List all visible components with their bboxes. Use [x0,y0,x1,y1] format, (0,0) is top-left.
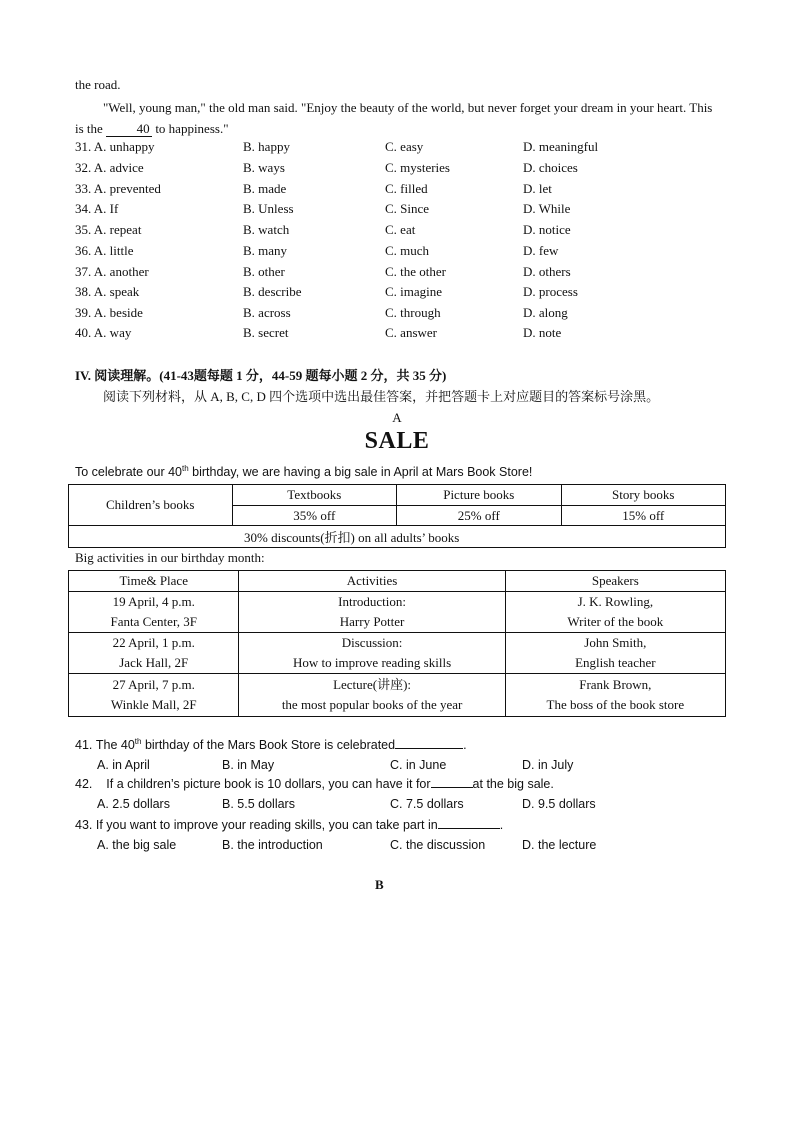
activities-table [68,570,726,717]
cloze-q39-b: B. across [243,305,291,320]
cloze-q36-d: D. few [523,243,559,258]
passage-label-a: A [392,410,402,425]
q41-option-a[interactable]: A. in April [97,758,150,772]
q43-option-c[interactable]: C. the discussion [390,838,486,852]
cloze-q33-c: C. filled [385,181,428,196]
cloze-q40-c: C. answer [385,325,437,340]
cloze-q31: 31. A. unhappy [75,139,155,154]
cloze-q40-b: B. secret [243,325,289,340]
cloze-q34-b: B. Unless [243,201,294,216]
cloze-q33: 33. A. prevented [75,181,161,196]
cloze-q31-c: C. easy [385,139,424,154]
cloze-q32-b: B. ways [243,160,285,175]
cloze-quote-paragraph [75,97,720,139]
question-41-stem: 41. The 40th birthday of the Mars Book Store is celebrated . [75,737,467,753]
cloze-q40-d: D. note [523,325,562,340]
cloze-q37-b: B. other [243,264,285,279]
cloze-q35: 35. A. repeat [75,222,142,237]
cloze-q31-d: D. meaningful [523,139,599,154]
section-heading: IV. 阅读理解。(41-43题每题 1 分，44-59 题每小题 2 分，共 35 分) [75,368,447,383]
cloze-q39-c: C. through [385,305,441,320]
value-textbooks: 35% off [232,506,397,526]
table-row [69,633,726,674]
cloze-q40: 40. A. way [75,325,132,340]
table-row [69,592,726,633]
cloze-q39: 39. A. beside [75,305,143,320]
q41-option-c[interactable]: C. in June [390,758,447,772]
row1-speaker: J. K. Rowling, Writer of the book [505,592,725,633]
row1-time-place: 19 April, 4 p.m. Fanta Center, 3F [69,592,239,633]
cloze-q32-d: D. choices [523,160,578,175]
cloze-q35-d: D. notice [523,222,571,237]
table-row [69,674,726,717]
sale-intro: To celebrate our 40th birthday, we are having a big sale in April at Mars Book Store! [75,464,533,480]
cloze-blank-40: 40 [106,122,152,137]
cloze-q34-c: C. Since [385,201,430,216]
activities-caption: Big activities in our birthday month: [75,550,265,565]
cloze-q37-c: C. the other [385,264,447,279]
cloze-q38: 38. A. speak [75,284,140,299]
cloze-quote-part1: "Well, young man," the old man said. "Enjoy the beauty of the world, but never forget your dream in your heart. This is the [75,100,713,136]
header-time-place: Time& Place [69,571,239,592]
header-textbooks: Textbooks [232,485,397,506]
discount-table [68,484,726,548]
cloze-quote-part2: to happiness." [155,121,229,136]
cloze-q34: 34. A. If [75,201,119,216]
q41-option-d[interactable]: D. in July [522,758,574,772]
row3-time-place: 27 April, 7 p.m. Winkle Mall, 2F [69,674,239,717]
q42-option-b[interactable]: B. 5.5 dollars [222,797,295,811]
q41-option-b[interactable]: B. in May [222,758,275,772]
q42-option-d[interactable]: D. 9.5 dollars [522,797,596,811]
question-42-stem: 42. If a children’s picture book is 10 dollars, you can have it for at the big sale. [75,777,554,791]
q43-option-b[interactable]: B. the introduction [222,838,323,852]
sale-title: SALE [364,428,430,454]
cloze-q32-c: C. mysteries [385,160,450,175]
adult-discount-note: 30% discounts(折扣) on all adults’ books [69,526,726,548]
cloze-q36: 36. A. little [75,243,134,258]
cloze-line-top: the road. [75,77,121,92]
cloze-q37-d: D. others [523,264,571,279]
value-picture-books: 25% off [397,506,561,526]
cloze-q31-b: B. happy [243,139,290,154]
section-instruction: 阅读下列材料，从 A, B, C, D 四个选项中选出最佳答案，并把答题卡上对应题目的答案标号涂黑。 [103,389,660,404]
question-43-stem: 43. If you want to improve your reading skills, you can take part in . [75,818,504,832]
cloze-q32: 32. A. advice [75,160,144,175]
passage-label-b: B [375,877,384,892]
cloze-q33-b: B. made [243,181,287,196]
cloze-q38-d: D. process [523,284,578,299]
row3-activity: Lecture(讲座): the most popular books of the year [239,674,505,717]
q42-option-a[interactable]: A. 2.5 dollars [97,797,170,811]
cloze-q38-b: B. describe [243,284,302,299]
header-picture-books: Picture books [397,485,561,506]
q42-option-c[interactable]: C. 7.5 dollars [390,797,464,811]
q43-option-d[interactable]: D. the lecture [522,838,597,852]
cloze-q36-c: C. much [385,243,430,258]
header-story-books: Story books [561,485,725,506]
header-speakers: Speakers [505,571,725,592]
cloze-q33-d: D. let [523,181,552,196]
cloze-q36-b: B. many [243,243,288,258]
header-activities: Activities [239,571,505,592]
cloze-q35-b: B. watch [243,222,290,237]
cloze-q38-c: C. imagine [385,284,443,299]
row3-speaker: Frank Brown, The boss of the book store [505,674,725,717]
value-story-books: 15% off [561,506,725,526]
cloze-q34-d: D. While [523,201,571,216]
row2-speaker: John Smith, English teacher [505,633,725,674]
cloze-q37: 37. A. another [75,264,149,279]
row1-activity: Introduction: Harry Potter [239,592,505,633]
cloze-q39-d: D. along [523,305,568,320]
cloze-q35-c: C. eat [385,222,416,237]
q43-option-a[interactable]: A. the big sale [97,838,177,852]
row2-activity: Discussion: How to improve reading skills [239,633,505,674]
row2-time-place: 22 April, 1 p.m. Jack Hall, 2F [69,633,239,674]
childrens-books-label: Children’s books [69,485,233,526]
